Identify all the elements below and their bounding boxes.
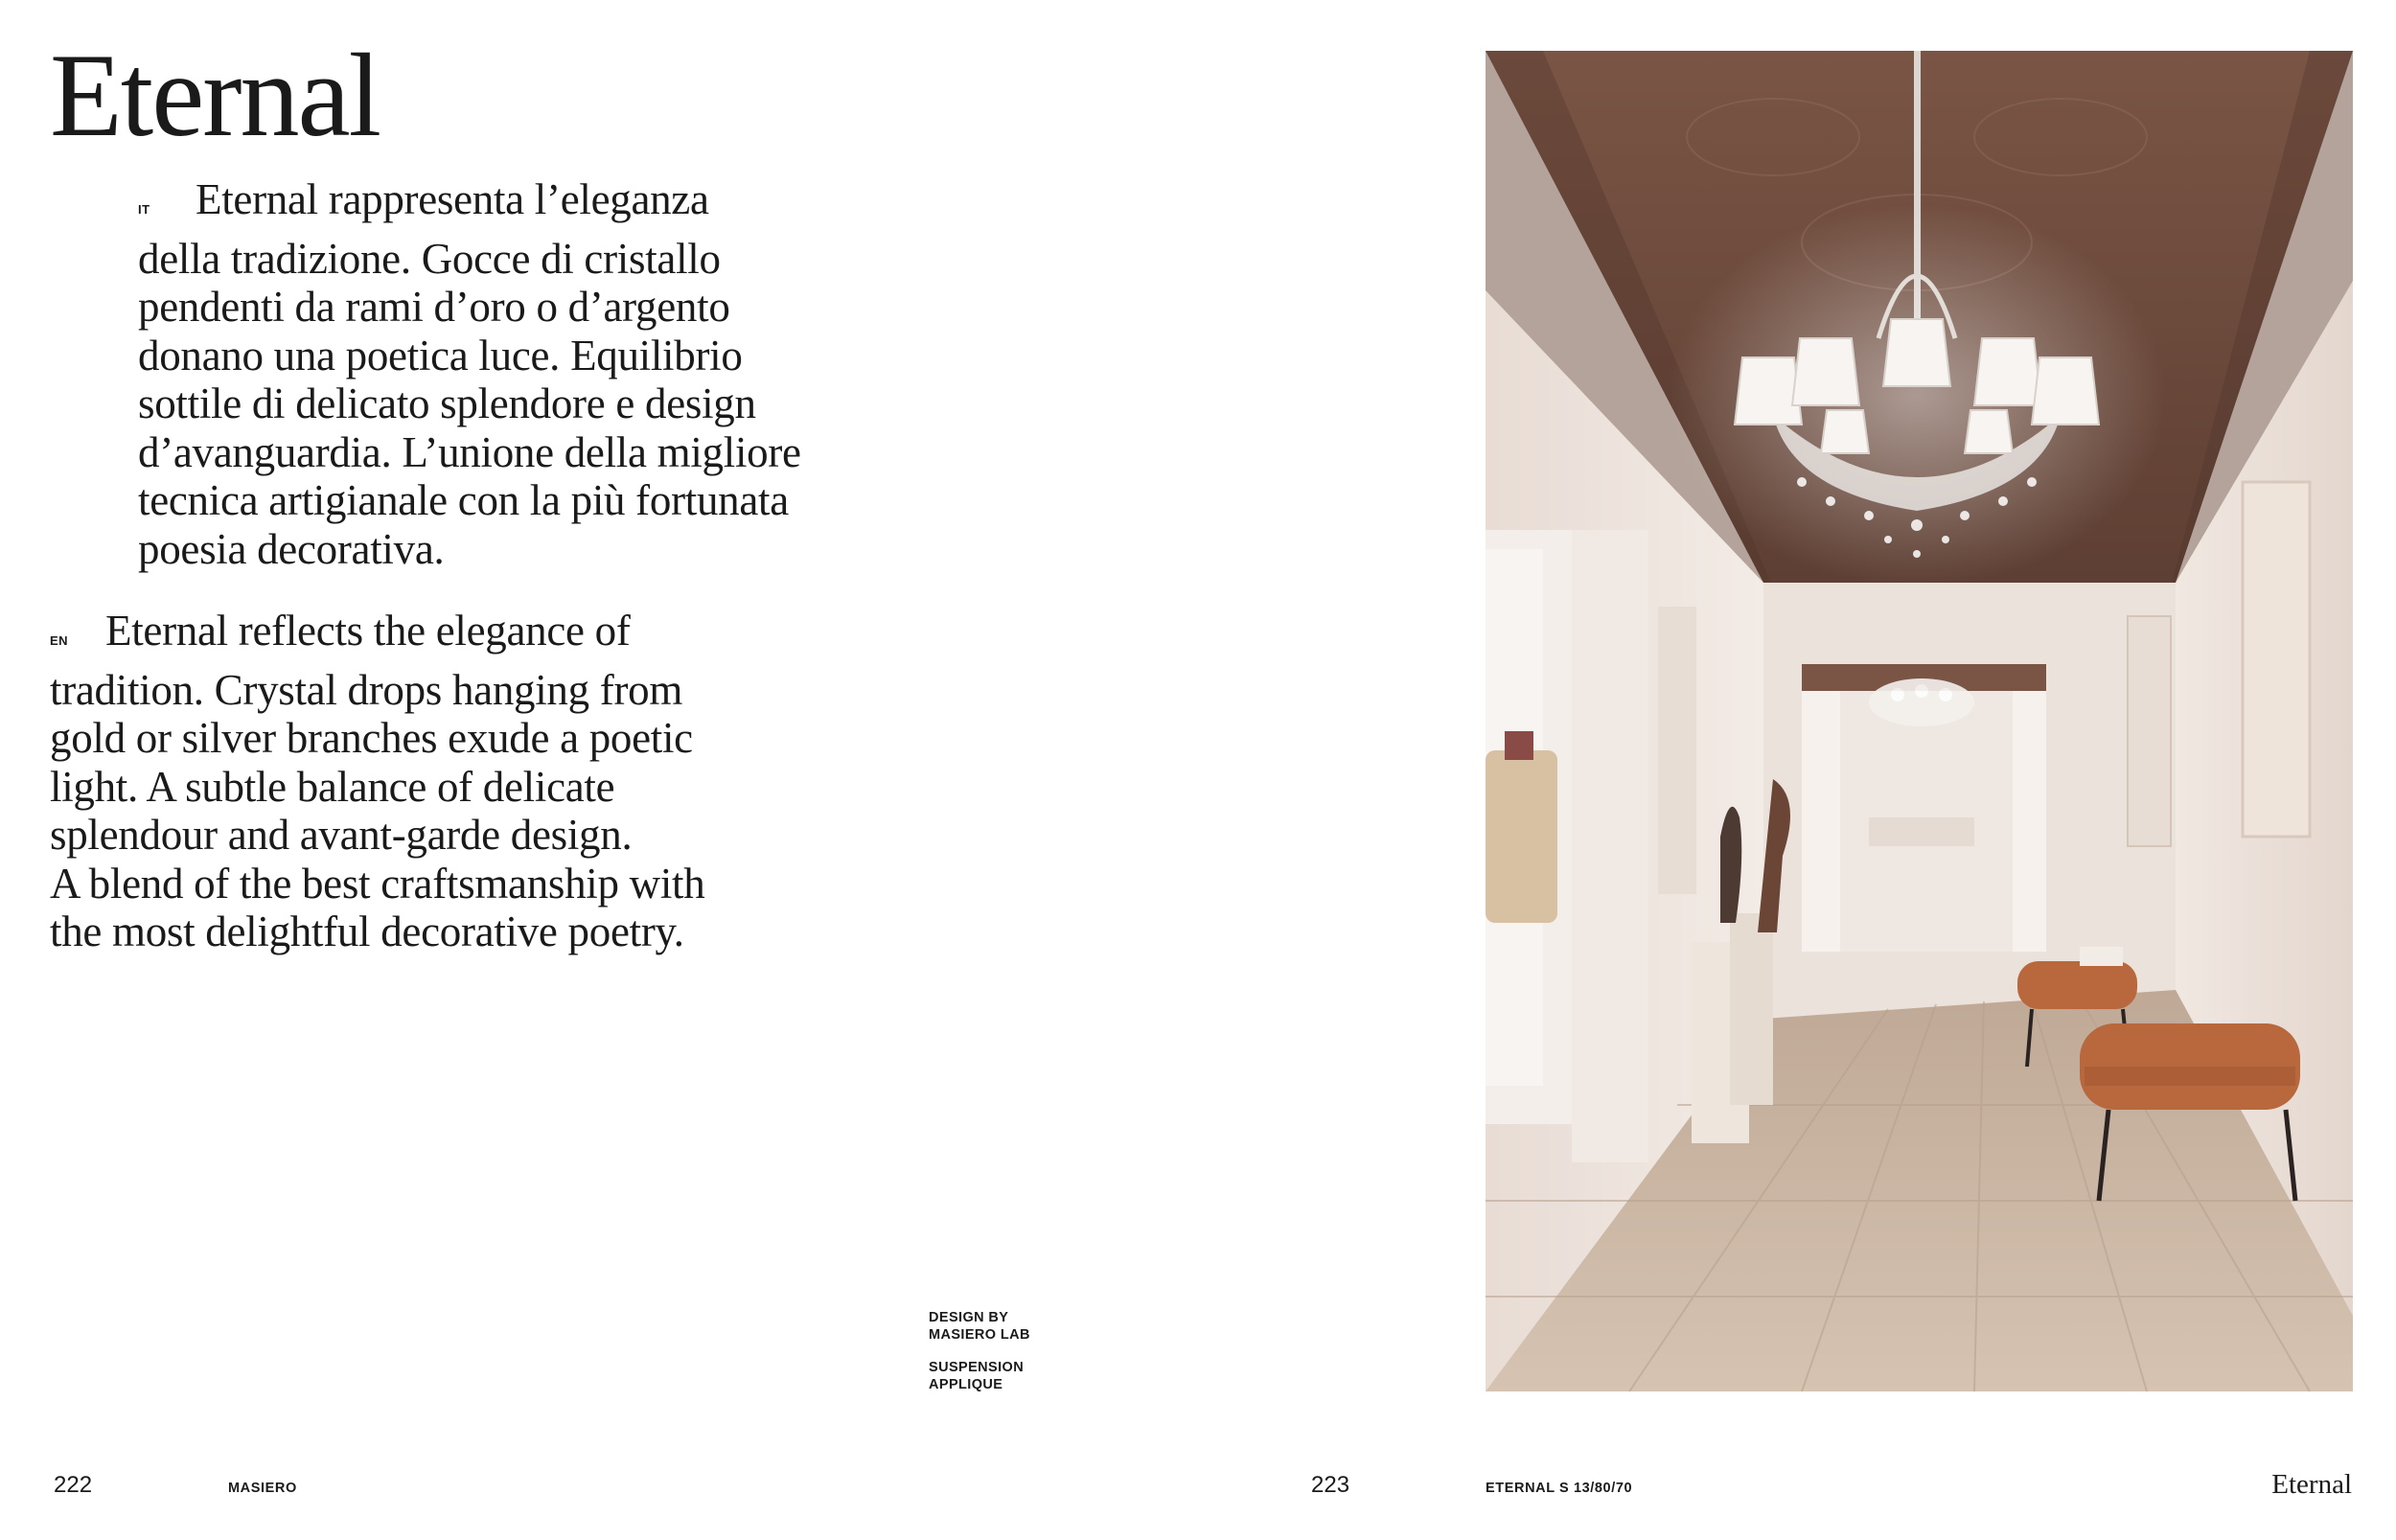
english-line: the most delightful decorative poetry. [50,908,684,955]
italian-description [138,175,801,573]
english-line-text: Eternal reflects the elegance of [105,607,631,655]
english-line [50,607,704,666]
product-type-suspension: SUSPENSION [929,1360,1025,1375]
left-page-number: 222 [54,1472,93,1498]
designer-name: MASIERO LAB [929,1327,1030,1343]
right-page-number: 223 [1311,1472,1350,1498]
italian-line: pendenti da rami d’oro o d’argento [138,283,730,331]
section-title: Eternal [2271,1469,2352,1500]
design-credit [929,1309,1030,1344]
chandelier-photo [1486,51,2353,1391]
italian-line: donano una poetica luce. Equilibrio [138,331,743,379]
product-meta [929,1309,1030,1409]
language-label-it: IT [138,202,150,217]
product-types [929,1359,1030,1393]
product-code: ETERNAL S 13/80/70 [1486,1481,1633,1496]
english-line: splendour and avant-garde design. [50,811,633,859]
italian-line: d’avanguardia. L’unione della migliore [138,427,801,476]
design-label: DESIGN BY [929,1310,1009,1325]
italian-line-text: Eternal rappresenta l’eleganza [196,175,709,223]
language-label-en: EN [50,633,69,648]
italian-line: sottile di delicato splendore e design [138,379,756,427]
italian-line [138,175,801,235]
page-title: Eternal [50,30,380,161]
english-description [50,607,704,956]
italian-line: poesia decorativa. [138,524,445,573]
italian-line: tecnica artigianale con la più fortunata [138,476,789,524]
english-line: A blend of the best craftsmanship with [50,859,705,908]
italian-line: della tradizione. Gocce di cristallo [138,234,721,283]
english-line: tradition. Crystal drops hanging from [50,665,683,714]
english-line: gold or silver branches exude a poetic [50,714,693,762]
english-line: light. A subtle balance of delicate [50,762,615,811]
brand-name: MASIERO [228,1481,297,1496]
product-type-applique: APPLIQUE [929,1377,1003,1392]
